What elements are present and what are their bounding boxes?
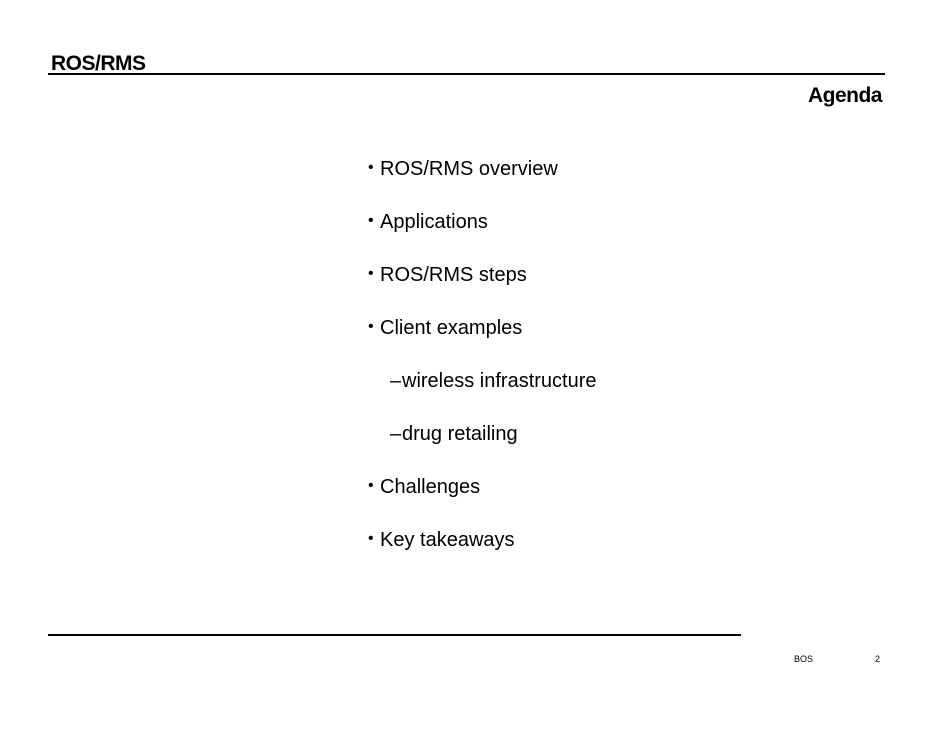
bullet-icon: • — [368, 212, 374, 229]
dash-icon: – — [390, 370, 402, 392]
agenda-item — [368, 156, 597, 209]
dash-icon: – — [390, 423, 402, 445]
agenda-item — [368, 209, 597, 262]
footer-org-label: BOS — [794, 654, 814, 664]
header-rule — [48, 73, 885, 75]
bullet-icon: • — [368, 159, 374, 176]
bullet-icon: • — [368, 530, 374, 547]
footer-rule — [48, 634, 741, 636]
bullet-icon: • — [368, 265, 374, 282]
header-title: ROS/RMS — [51, 52, 146, 75]
agenda-item-label: Client examples — [380, 317, 523, 339]
agenda-subitem-label: drug retailing — [402, 423, 518, 445]
agenda-subitem — [368, 368, 597, 421]
agenda-item — [368, 527, 597, 580]
page-number: 2 — [875, 654, 881, 664]
agenda-item — [368, 315, 597, 368]
agenda-list — [368, 156, 597, 580]
agenda-subitem-label: wireless infrastructure — [402, 370, 597, 392]
agenda-item-label: Challenges — [380, 476, 481, 498]
agenda-item-label: ROS/RMS overview — [380, 158, 558, 180]
agenda-item-label: Applications — [380, 211, 488, 233]
agenda-item-label: ROS/RMS steps — [380, 264, 527, 286]
agenda-item — [368, 262, 597, 315]
agenda-item-label: Key takeaways — [380, 529, 515, 551]
agenda-item — [368, 474, 597, 527]
bullet-icon: • — [368, 477, 374, 494]
bullet-icon: • — [368, 318, 374, 335]
agenda-subitem — [368, 421, 597, 474]
slide-title: Agenda — [807, 84, 882, 107]
